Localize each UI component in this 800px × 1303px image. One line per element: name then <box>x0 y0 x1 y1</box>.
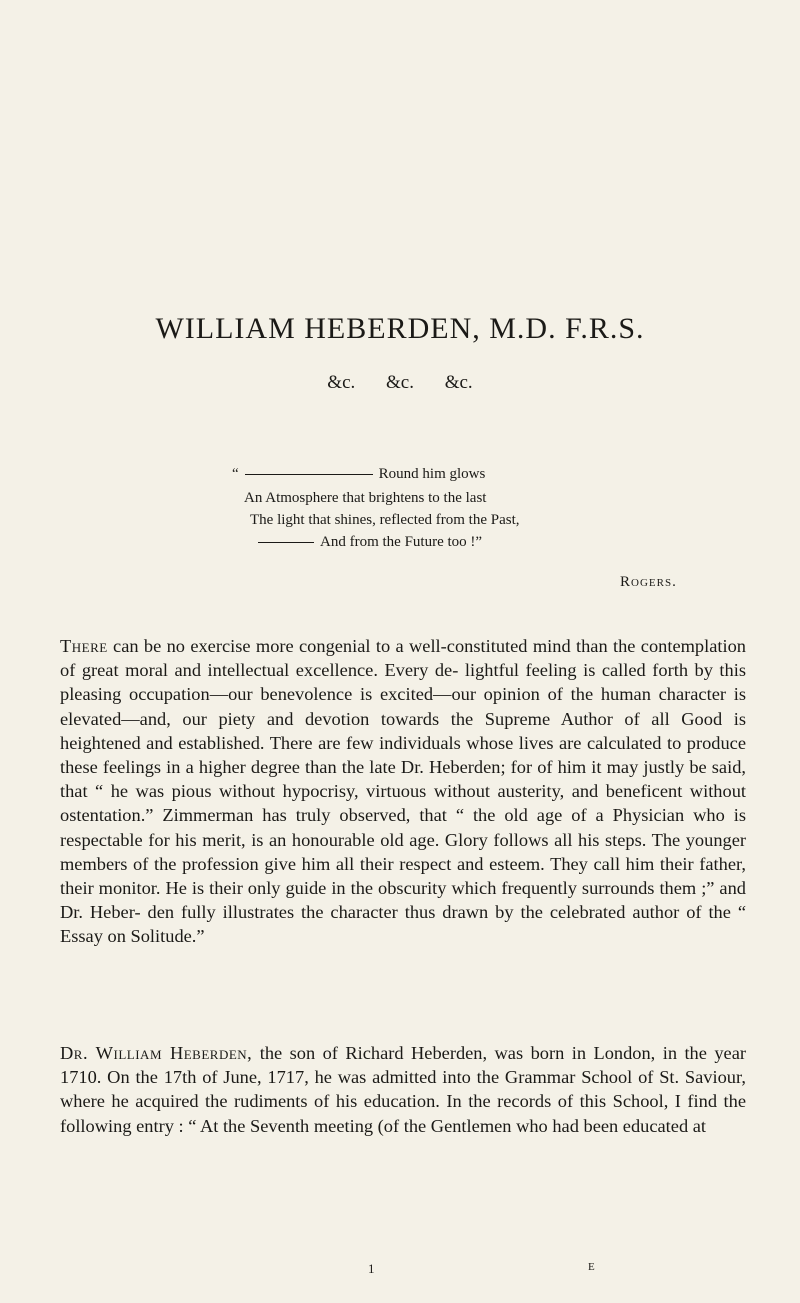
epigraph-attribution: Rogers. <box>620 574 677 590</box>
page-number: 1 <box>368 1261 375 1276</box>
signature-mark: E <box>588 1261 595 1273</box>
epigraph-line-4 <box>258 532 482 552</box>
epigraph-text-4: And from the Future too !” <box>320 534 483 550</box>
epigraph-text-1: Round him glows <box>378 466 486 482</box>
paragraph-2 <box>60 1041 746 1138</box>
epigraph-open-quote: “ <box>232 466 239 482</box>
epigraph-line-2: An Atmosphere that brightens to the last <box>244 490 487 506</box>
page-subtitle: &c. &c. &c. <box>327 372 473 393</box>
epigraph-line-1 <box>232 464 485 484</box>
epigraph-dash <box>258 542 314 543</box>
epigraph-dash <box>245 474 373 475</box>
page-title: WILLIAM HEBERDEN, M.D. F.R.S. <box>155 312 645 345</box>
epigraph-line-3: The light that shines, reflected from the Past, <box>250 512 520 528</box>
paragraph-2-text: the son of Richard Heberden, was born in London, in the year 1710. On the 17th of June, 1717, he was admitted into the Grammar School of St. Saviour, where he acquired the rudiments of his education. In the records of this School, I find the following entry : “ At the Seventh meeting (of the Gentlemen who had been educated at <box>60 1043 747 1136</box>
paragraph-1-text: can be no exercise more congenial to a well-constituted mind than the contemplation of great moral and intellectual excellence. Every de- lightful feeling is called forth by this pleasing occupation—our benevolence is excited—our opinion of the human character is elevated—and, our piety and devotion towards the Supreme Author of all Good is heightened and established. There are few individuals whose lives are calculated to produce these feelings in a higher degree than the late Dr. Heberden; for of him it may justly be said, that “ he was pious without hypocrisy, virtuous without austerity, and beneficent without ostentation.” Zimmerman has truly observed, that “ the old age of a Physician who is respectable for his merit, is an honourable old age. Glory follows all his steps. The younger members of the profession give him all their respect and esteem. They call him their father, their monitor. He is their only guide in the obscurity which frequently surrounds them ;” and Dr. Heber- den fully illustrates the character thus drawn by the celebrated author of the “ Essay on Solitude.” <box>60 636 746 947</box>
paragraph-1 <box>60 634 746 949</box>
paragraph-1-lead: There <box>60 636 108 656</box>
paragraph-2-lead: Dr. William Heberden, <box>60 1043 253 1063</box>
